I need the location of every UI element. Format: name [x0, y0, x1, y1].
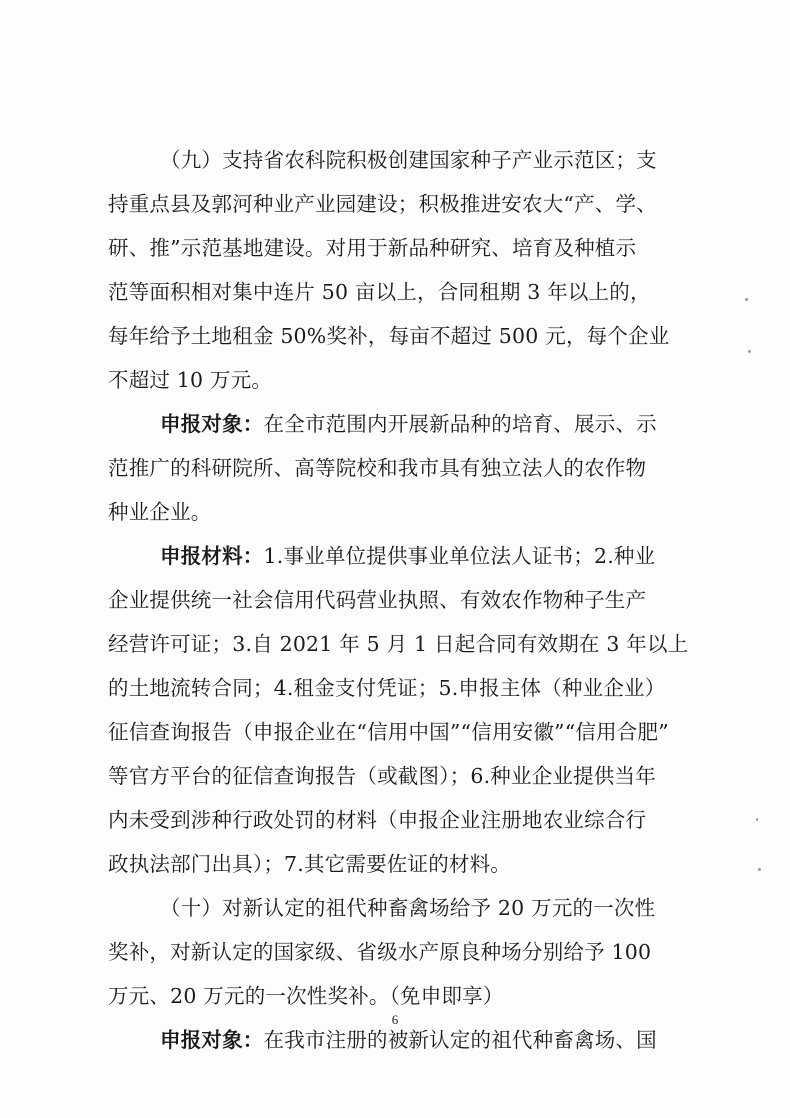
para-9-line-2: 持重点县及郭河种业产业园建设；积极推进安农大“产、学、 [108, 192, 657, 216]
scan-speck [748, 350, 751, 353]
para-9-applicants-line-3: 种业企业。 [108, 500, 212, 524]
para-9-materials-line-1 [160, 542, 655, 570]
scan-speck [758, 868, 761, 871]
para-9-line-3: 研、推”示范基地建设。对用于新品种研究、培育及种植示 [108, 236, 637, 260]
applicants-text-2: 在我市注册的被新认定的祖代种畜禽场、国 [263, 1028, 657, 1052]
para-9-materials-line-7: 内未受到涉种行政处罚的材料（申报企业注册地农业综合行 [108, 808, 647, 832]
para-9-line-1: （九）支持省农科院积极创建国家种子产业示范区；支 [160, 148, 657, 172]
para-10-line-1: （十）对新认定的祖代种畜禽场给予 20 万元的一次性 [160, 896, 656, 920]
materials-text: 1.事业单位提供事业单位法人证书；2.种业 [263, 544, 656, 568]
applicants-label-2: 申报对象： [160, 1028, 264, 1052]
para-9-line-6: 不超过 10 万元。 [108, 368, 273, 392]
page-number: 6 [391, 1012, 399, 1027]
scan-speck [756, 818, 758, 821]
para-10-line-3: 万元、20 万元的一次性奖补。（免申即享） [108, 984, 504, 1008]
scan-speck [745, 298, 748, 301]
para-9-materials-line-6: 等官方平台的征信查询报告（或截图）；6.种业企业提供当年 [108, 764, 656, 788]
materials-label: 申报材料： [160, 544, 264, 568]
para-9-line-5: 每年给予土地租金 50%奖补，每亩不超过 500 元，每个企业 [108, 324, 670, 348]
para-9-applicants-line-1 [160, 410, 657, 438]
para-10-line-2: 奖补，对新认定的国家级、省级水产原良种场分别给予 100 [108, 940, 652, 964]
para-10-applicants-line-1 [160, 1026, 657, 1054]
para-9-materials-line-8: 政执法部门出具）；7.其它需要佐证的材料。 [108, 852, 512, 876]
para-9-applicants-line-2: 范推广的科研院所、高等院校和我市具有独立法人的农作物 [108, 456, 647, 480]
para-9-materials-line-5: 征信查询报告（申报企业在“信用中国”“信用安徽”“信用合肥” [108, 720, 669, 744]
applicants-text: 在全市范围内开展新品种的培育、展示、示 [263, 412, 657, 436]
para-9-materials-line-2: 企业提供统一社会信用代码营业执照、有效农作物种子生产 [108, 588, 647, 612]
para-9-line-4: 范等面积相对集中连片 50 亩以上，合同租期 3 年以上的， [108, 280, 651, 304]
applicants-label: 申报对象： [160, 412, 264, 436]
para-9-materials-line-4: 的土地流转合同；4.租金支付凭证；5.申报主体（种业企业） [108, 676, 666, 700]
para-9-materials-line-3: 经营许可证；3.自 2021 年 5 月 1 日起合同有效期在 3 年以上 [108, 632, 689, 656]
